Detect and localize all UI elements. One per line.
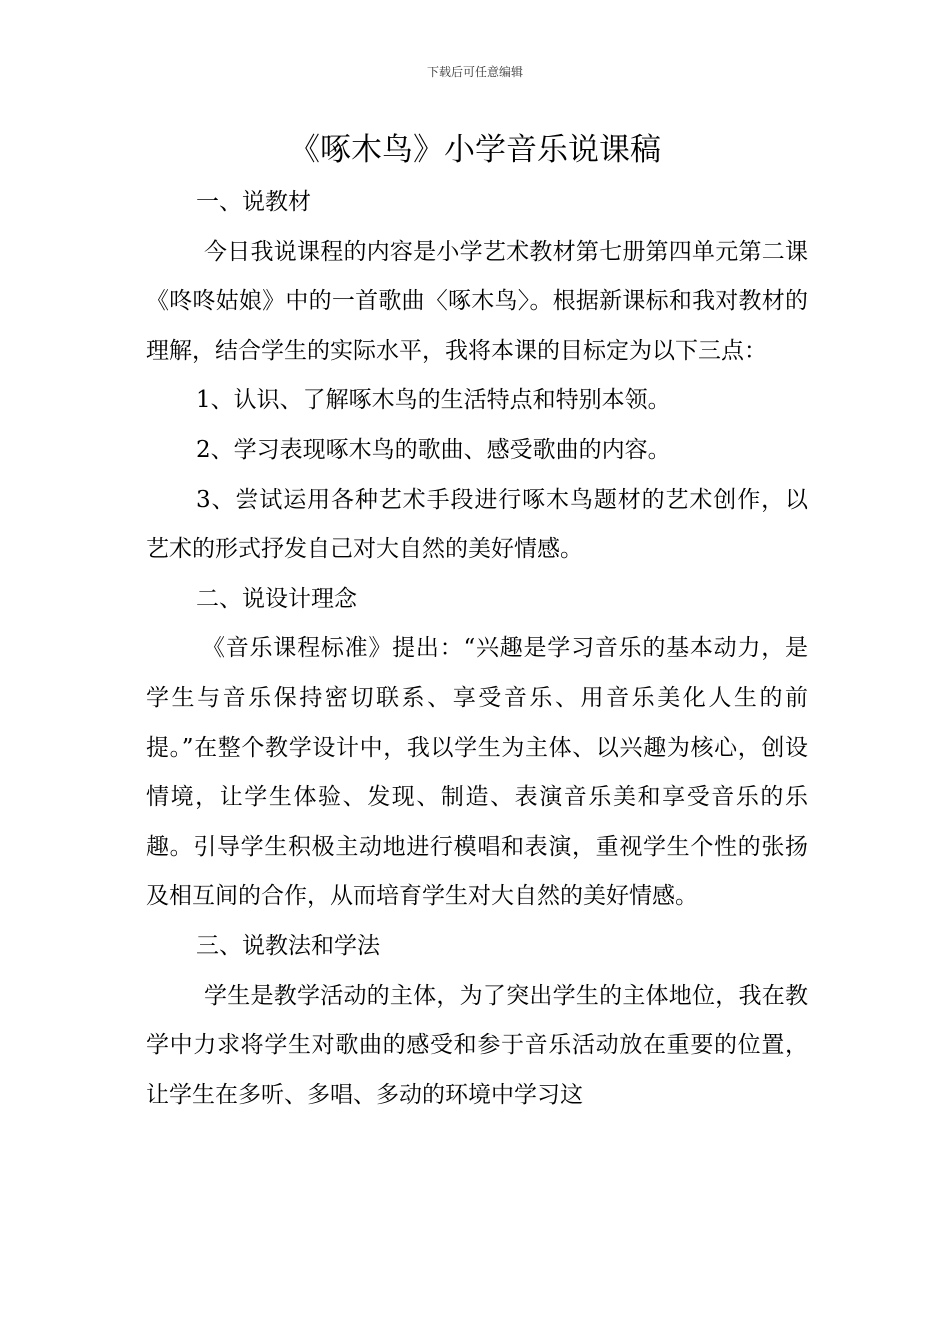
page-header-note: 下载后可任意编辑: [426, 65, 523, 79]
goal-item-1: 1、认识、了解啄木鸟的生活特点和特别本领。: [196, 387, 671, 414]
section-heading-design: 二、说设计理念: [196, 585, 357, 612]
goal-item-2: 2、学习表现啄木鸟的歌曲、感受歌曲的内容。: [196, 436, 671, 463]
goal-item-3: 3、尝试运用各种艺术手段进行啄木鸟题材的艺术创作，以艺术的形式抒发自己对大自然的美好情感。: [146, 486, 808, 563]
paragraph-textbook-intro: 今日我说课程的内容是小学艺术教材第七册第四单元第二课《咚咚姑娘》中的一首歌曲〈啄木鸟〉。根据新课标和我对教材的理解，结合学生的实际水平，我将本课的目标定为以下三点：: [146, 238, 808, 364]
section-heading-methods: 三、说教法和学法: [196, 932, 380, 959]
section-heading-textbook: 一、说教材: [196, 189, 311, 215]
page-title: 《啄木鸟》小学音乐说课稿: [289, 132, 661, 168]
paragraph-methods: 学生是教学活动的主体，为了突出学生的主体地位，我在教学中力求将学生对歌曲的感受和参于音乐活动放在重要的位置，让学生在多听、多唱、多动的环境中学习这: [146, 982, 808, 1108]
document-body: [146, 178, 808, 1120]
paragraph-design-concept: 《音乐课程标准》提出：“兴趣是学习音乐的基本动力，是学生与音乐保持密切联系、享受音乐、用音乐美化人生的前提。”在整个教学设计中，我以学生为主体、以兴趣为核心，创设情境，让学生体验、发现、制造、表演音乐美和享受音乐的乐趣。引导学生积极主动地进行模唱和表演，重视学生个性的张扬及相互间的合作，从而培育学生对大自然的美好情感。: [146, 635, 808, 910]
